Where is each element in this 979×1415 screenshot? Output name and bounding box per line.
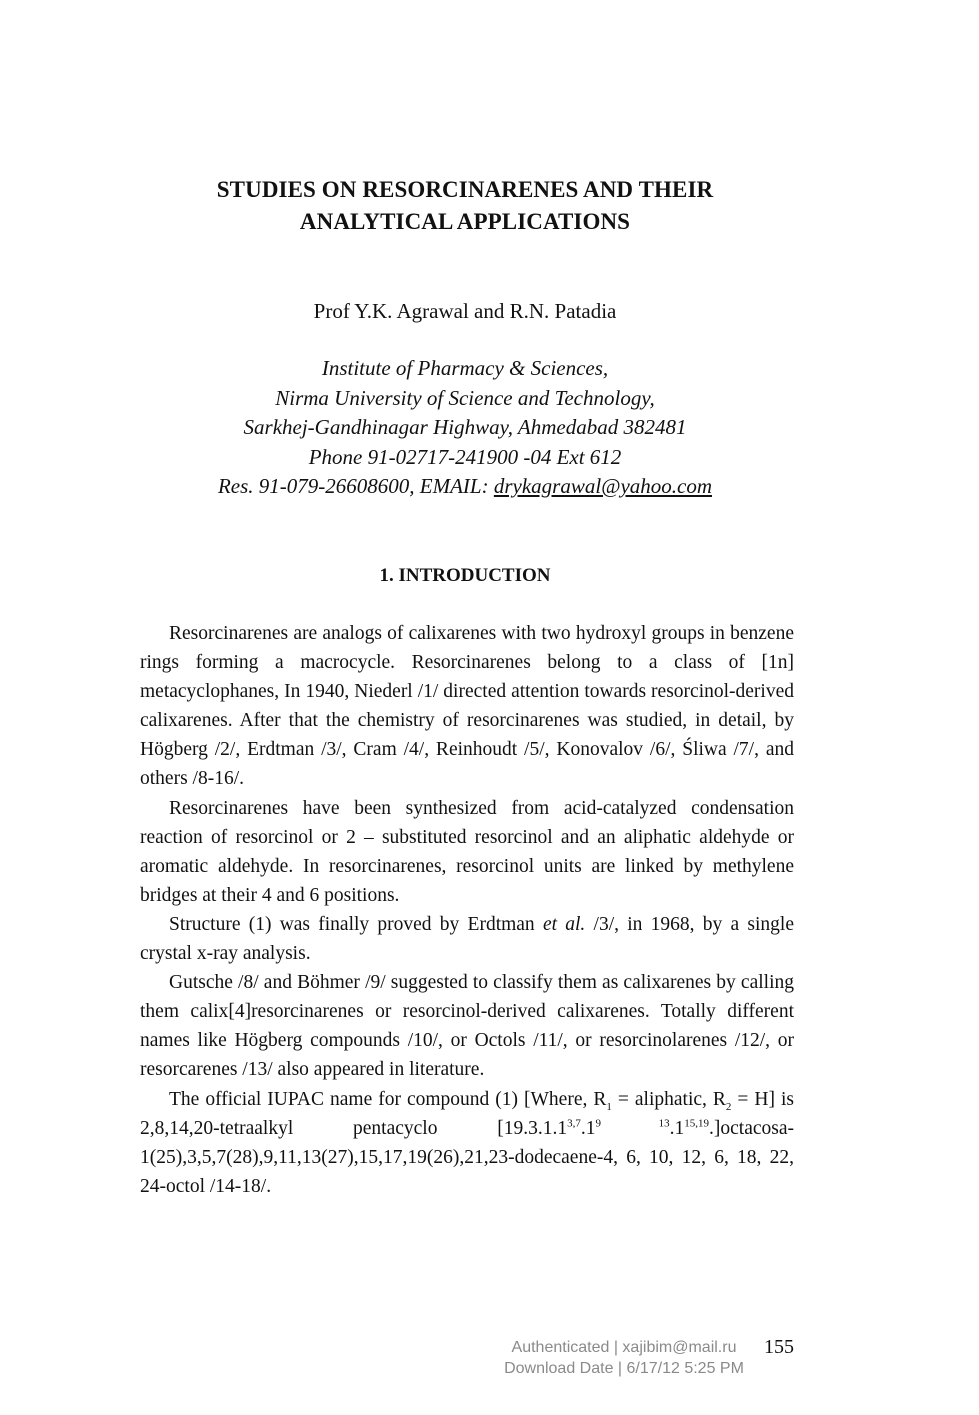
affiliation-address: Sarkhej-Gandhinagar Highway, Ahmedabad 382481 bbox=[243, 415, 687, 439]
body-text bbox=[140, 619, 794, 1201]
affiliation-phone: Phone 91-02717-241900 -04 Ext 612 bbox=[308, 444, 622, 469]
authors: Prof Y.K. Agrawal and R.N. Patadia bbox=[313, 299, 617, 323]
p5-text-4: .1 bbox=[580, 1117, 596, 1139]
p5-superscript-3: 15,19 bbox=[684, 1117, 709, 1130]
paragraph-3 bbox=[140, 910, 794, 968]
affiliation-institute: Institute of Pharmacy & Sciences, bbox=[321, 356, 609, 380]
p5-subscript-2: 2 bbox=[725, 1100, 732, 1113]
paragraph-1: Resorcinarenes are analogs of calixarenes with two hydroxyl groups in benzene rings forming a macrocycle. Resorcinarenes belong to a class of [1n] metacyclophanes, In 1940, Niederl /1/ directed attention towards resorcinol-derived calixarenes. After that the chemistry of resorcinarenes was studied, in detail, by Högberg /2/, Erdtman /3/, Cram /4/, Reinhoudt /5/, Konovalov /6/, Śliwa /7/, and others /8-16/. bbox=[140, 623, 794, 790]
p5-text-1: The official IUPAC name for compound (1) [Where, R bbox=[169, 1088, 607, 1110]
p5-text-3: = H] is 2,8,14,20-tetraalkyl pentacyclo [19.3.1.1 bbox=[140, 1088, 794, 1139]
download-footer bbox=[494, 1337, 754, 1379]
residence-phone: Res. 91-079-26608600, EMAIL: bbox=[217, 474, 494, 498]
paragraph-5 bbox=[140, 1085, 794, 1201]
p5-text-2: = aliphatic, R bbox=[611, 1088, 726, 1110]
paragraph-3-text-b: /3/, in 1968, by a single crystal x-ray analysis. bbox=[140, 913, 794, 965]
p5-text-5: .1 bbox=[669, 1117, 685, 1139]
paragraph-3-et-al: et al. bbox=[542, 913, 586, 935]
paragraph-3-text-a: Structure (1) was finally proved by Erdtman bbox=[169, 913, 543, 935]
p5-superscript-2: 9 13 bbox=[595, 1117, 670, 1130]
paragraph-4: Gutsche /8/ and Böhmer /9/ suggested to classify them as calixarenes by calling them calix[4]resorcinarenes or resorcinol-derived calixarenes. Totally different names like Högberg compounds /10/, or Octols /11/, or resorcinolarenes /12/, or resorcarenes /13/ also appeared in literature. bbox=[140, 972, 794, 1081]
title-line-1: STUDIES ON RESORCINARENES AND THEIR bbox=[216, 177, 714, 202]
email-link[interactable]: drykagrawal@yahoo.com bbox=[493, 474, 713, 498]
affiliation-university: Nirma University of Science and Technology, bbox=[275, 385, 655, 410]
page-number: 155 bbox=[764, 1336, 794, 1358]
footer-authenticated: Authenticated | xajibim@mail.ru bbox=[511, 1339, 737, 1356]
affiliation-block bbox=[0, 354, 930, 502]
paper-title bbox=[0, 174, 930, 238]
p5-superscript-1: 3,7 bbox=[567, 1117, 581, 1130]
p5-text-6: .]octacosa-1(25),3,5,7(28),9,11,13(27),15,17,19(26),21,23-dodecaene-4, 6, 10, 12, 6, 18, 22, 24-octol /14-18/. bbox=[140, 1117, 794, 1197]
footer-download-date: Download Date | 6/17/12 5:25 PM bbox=[504, 1360, 744, 1377]
title-line-2: ANALYTICAL APPLICATIONS bbox=[299, 209, 631, 234]
paragraph-2: Resorcinarenes have been synthesized from acid-catalyzed condensation reaction of resorcinol or 2 – substituted resorcinol and an aliphatic aldehyde or aromatic aldehyde. In resorcinarenes, resorcinol units are linked by methylene bridges at their 4 and 6 positions. bbox=[140, 797, 794, 906]
p5-subscript-1: 1 bbox=[606, 1100, 612, 1113]
section-heading-introduction: 1. INTRODUCTION bbox=[379, 565, 551, 586]
affiliation-contact-line bbox=[0, 472, 930, 502]
